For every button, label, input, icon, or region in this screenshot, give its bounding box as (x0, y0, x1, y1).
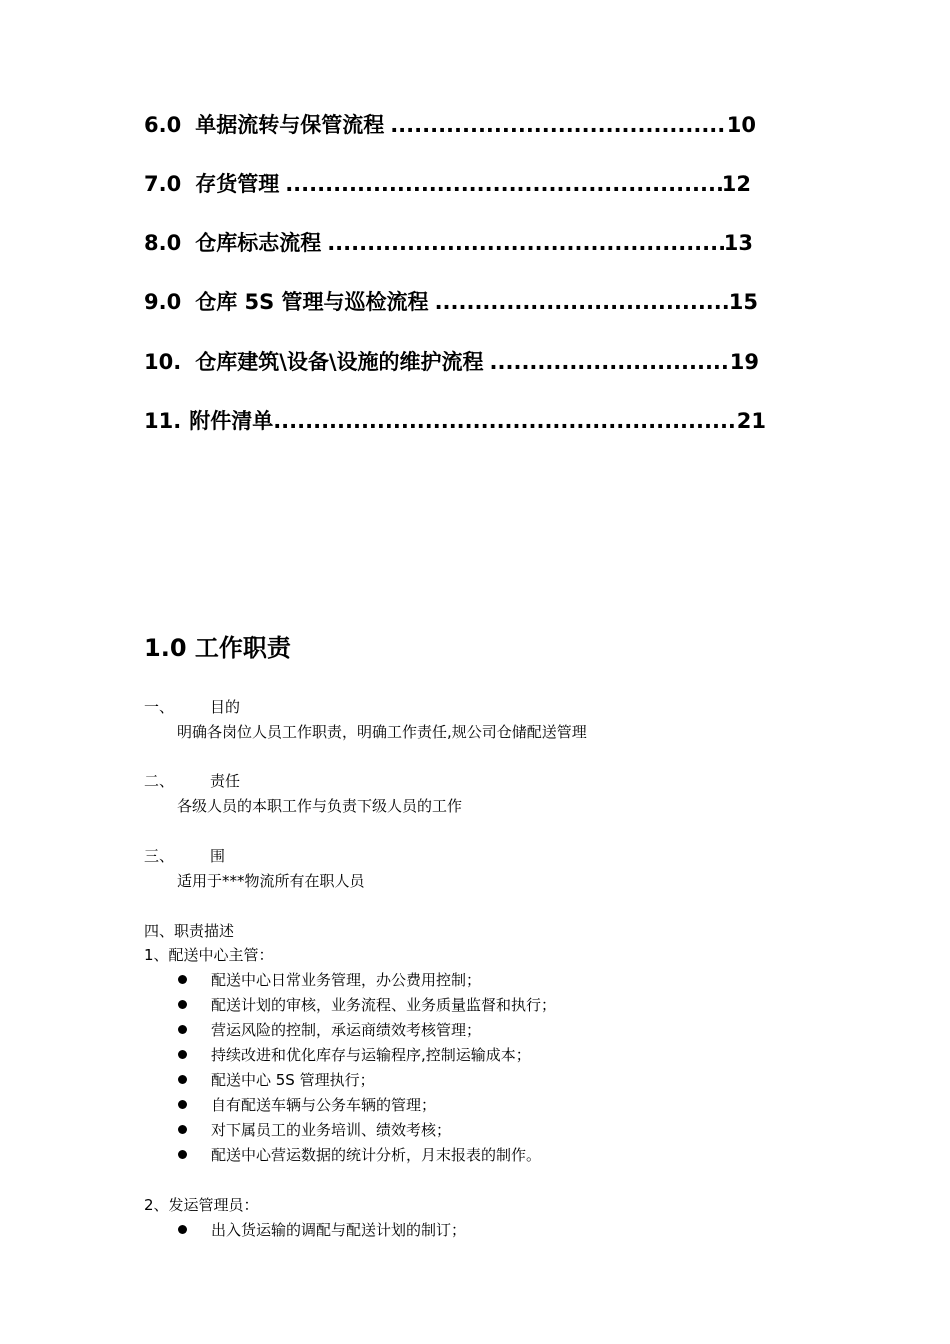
toc-leader-dots (279, 169, 722, 199)
responsibility-heading (144, 770, 240, 792)
toc-title: 仓库标志流程 (195, 231, 322, 255)
toc-page-number: 12 (721, 172, 751, 196)
purpose-heading (144, 696, 240, 718)
description-heading: 四、职责描述 (144, 922, 235, 940)
responsibility-text: 各级人员的本职工作与负责下级人员的工作 (177, 797, 463, 815)
duty-item: 自有配送车辆与公务车辆的管理； (211, 1096, 437, 1114)
toc-title: 附件清单 (189, 409, 274, 433)
toc-number: 9.0 (144, 290, 182, 314)
responsibility-title: 责任 (210, 772, 241, 790)
duty-item: 配送中心营运数据的统计分析，月末报表的制作。 (211, 1146, 542, 1164)
duty-item: 配送中心 5S 管理执行； (211, 1071, 375, 1089)
bullet-icon (178, 1125, 187, 1134)
toc-leader-dots (321, 228, 724, 258)
toc-page-number: 15 (728, 290, 758, 314)
role-title: 1、配送中心主管： (144, 946, 274, 964)
section-heading: 1.0 工作职责 (144, 634, 291, 662)
toc-entry[interactable] (144, 347, 759, 377)
toc-page-number: 21 (736, 409, 766, 433)
bullet-icon (178, 1000, 187, 1009)
toc-entry[interactable] (144, 287, 758, 317)
duty-item: 营运风险的控制，承运商绩效考核管理； (211, 1021, 482, 1039)
bullet-icon (178, 1050, 187, 1059)
toc-page-number: 10 (726, 113, 756, 137)
toc-number: 11. (144, 409, 182, 433)
duty-item: 配送计划的审核，业务流程、业务质量监督和执行； (211, 996, 557, 1014)
toc-title: 仓库建筑\设备\设施的维护流程 (195, 350, 484, 374)
toc-leader-dots (273, 406, 737, 436)
purpose-label: 一、 (144, 698, 175, 716)
bullet-icon (178, 1025, 187, 1034)
bullet-icon (178, 1225, 187, 1234)
duty-item: 配送中心日常业务管理，办公费用控制； (211, 971, 482, 989)
toc-entry[interactable] (144, 169, 751, 199)
purpose-title: 目的 (210, 698, 241, 716)
toc-page-number: 19 (729, 350, 759, 374)
toc-number: 6.0 (144, 113, 182, 137)
scope-heading (144, 845, 225, 867)
toc-entry[interactable] (144, 110, 756, 140)
toc-entry[interactable] (144, 406, 766, 436)
role-title: 2、发运管理员： (144, 1196, 259, 1214)
toc-title: 单据流转与保管流程 (195, 113, 385, 137)
toc-page-number: 13 (723, 231, 753, 255)
bullet-icon (178, 1150, 187, 1159)
duty-item: 出入货运输的调配与配送计划的制订； (211, 1221, 467, 1239)
responsibility-label: 二、 (144, 772, 175, 790)
toc-entry[interactable] (144, 228, 753, 258)
bullet-icon (178, 1075, 187, 1084)
toc-title: 仓库 5S 管理与巡检流程 (195, 290, 429, 314)
toc-number: 8.0 (144, 231, 182, 255)
toc-number: 10. (144, 350, 182, 374)
scope-label: 三、 (144, 847, 175, 865)
toc-title: 存货管理 (195, 172, 280, 196)
duty-item: 对下属员工的业务培训、绩效考核； (211, 1121, 452, 1139)
scope-text: 适用于***物流所有在职人员 (177, 872, 365, 890)
toc-leader-dots (484, 347, 730, 377)
purpose-text: 明确各岗位人员工作职责，明确工作责任,规公司仓储配送管理 (177, 723, 587, 741)
toc-leader-dots (384, 110, 727, 140)
toc-number: 7.0 (144, 172, 182, 196)
scope-title: 围 (210, 847, 226, 865)
bullet-icon (178, 1100, 187, 1109)
bullet-icon (178, 975, 187, 984)
duty-item: 持续改进和优化库存与运输程序,控制运输成本； (211, 1046, 531, 1064)
toc-leader-dots (429, 287, 729, 317)
